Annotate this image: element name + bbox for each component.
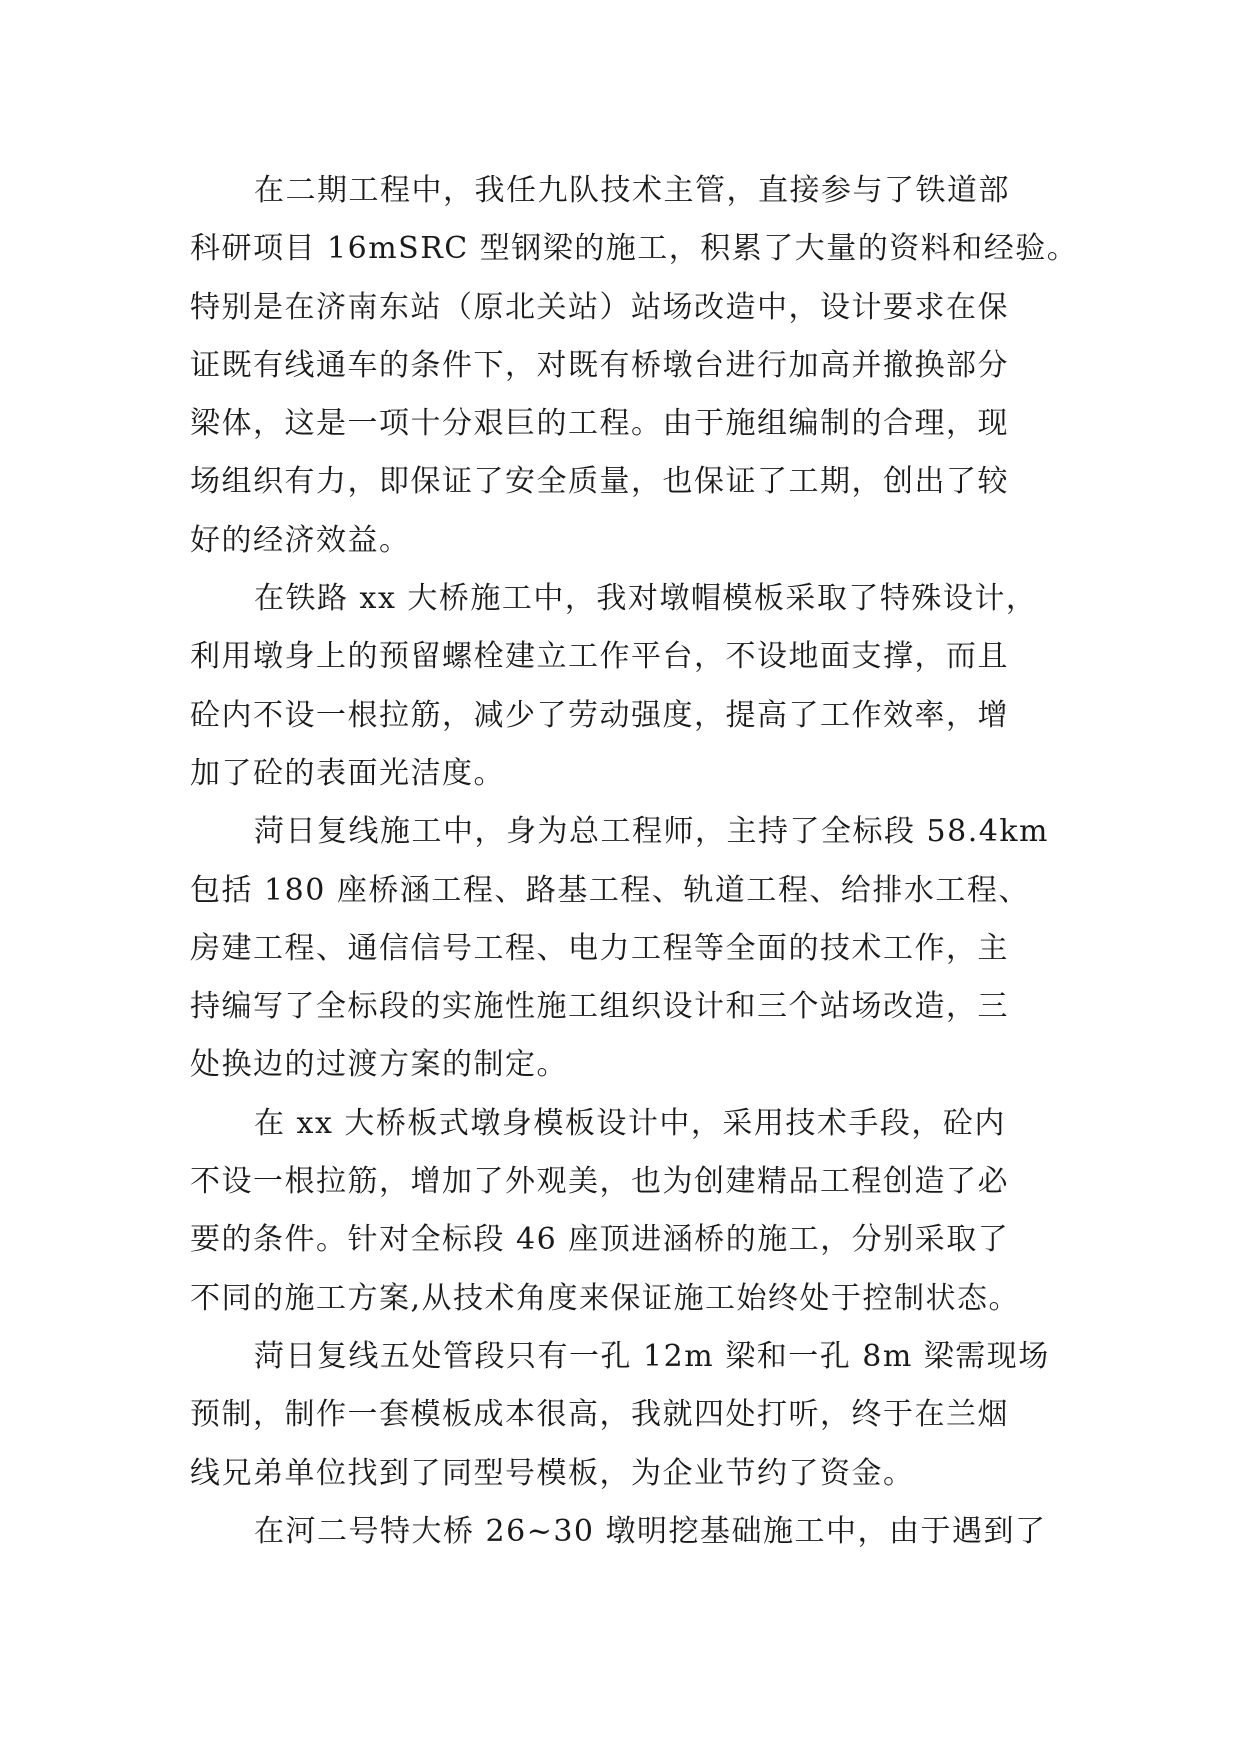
text-line: 线兄弟单位找到了同型号模板，为企业节约了资金。 [190,1455,915,1491]
text-line: 要的条件。针对全标段 46 座顶进涵桥的施工，分别采取了 [190,1222,1010,1258]
text-line: 证既有线通车的条件下，对既有桥墩台进行加高并撤换部分 [190,347,1009,383]
text-line: 在铁路 xx 大桥施工中，我对墩帽模板采取了特殊设计， [254,581,1038,617]
text-line: 场组织有力，即保证了安全质量，也保证了工期，创出了较 [190,464,1009,500]
text-line: 加了砼的表面光洁度。 [190,755,505,791]
text-line: 利用墩身上的预留螺栓建立工作平台，不设地面支撑，而且 [190,639,1009,675]
body-text [190,162,1079,1561]
text-line: 持编写了全标段的实施性施工组织设计和三个站场改造，三 [190,989,1009,1025]
text-line: 梁体，这是一项十分艰巨的工程。由于施组编制的合理，现 [190,406,1009,442]
text-line: 特别是在济南东站（原北关站）站场改造中，设计要求在保 [190,289,1009,325]
text-line: 在二期工程中，我任九队技术主管，直接参与了铁道部 [254,173,1010,208]
text-line: 菏日复线施工中，身为总工程师，主持了全标段 58.4km [254,814,1049,850]
text-line: 房建工程、通信信号工程、电力工程等全面的技术工作，主 [190,930,1009,966]
text-line: 菏日复线五处管段只有一孔 12m 梁和一孔 8m 梁需现场 [254,1338,1050,1374]
text-line: 预制，制作一套模板成本很高，我就四处打听，终于在兰烟 [190,1397,1009,1433]
text-line: 不同的施工方案,从技术角度来保证施工始终处于控制状态。 [190,1280,1021,1316]
text-line: 不设一根拉筋，增加了外观美，也为创建精品工程创造了必 [190,1164,1009,1200]
text-line: 在河二号特大桥 26~30 墩明挖基础施工中，由于遇到了 [254,1513,1047,1549]
text-line: 好的经济效益。 [190,522,411,558]
text-line: 砼内不设一根拉筋，减少了劳动强度，提高了工作效率，增 [190,697,1009,733]
text-line: 处换边的过渡方案的制定。 [190,1047,568,1083]
text-line: 包括 180 座桥涵工程、路基工程、轨道工程、给排水工程、 [190,872,1030,908]
text-line: 科研项目 16mSRC 型钢梁的施工，积累了大量的资料和经验。 [190,231,1079,267]
text-line: 在 xx 大桥板式墩身模板设计中，采用技术手段，砼内 [254,1105,1006,1141]
